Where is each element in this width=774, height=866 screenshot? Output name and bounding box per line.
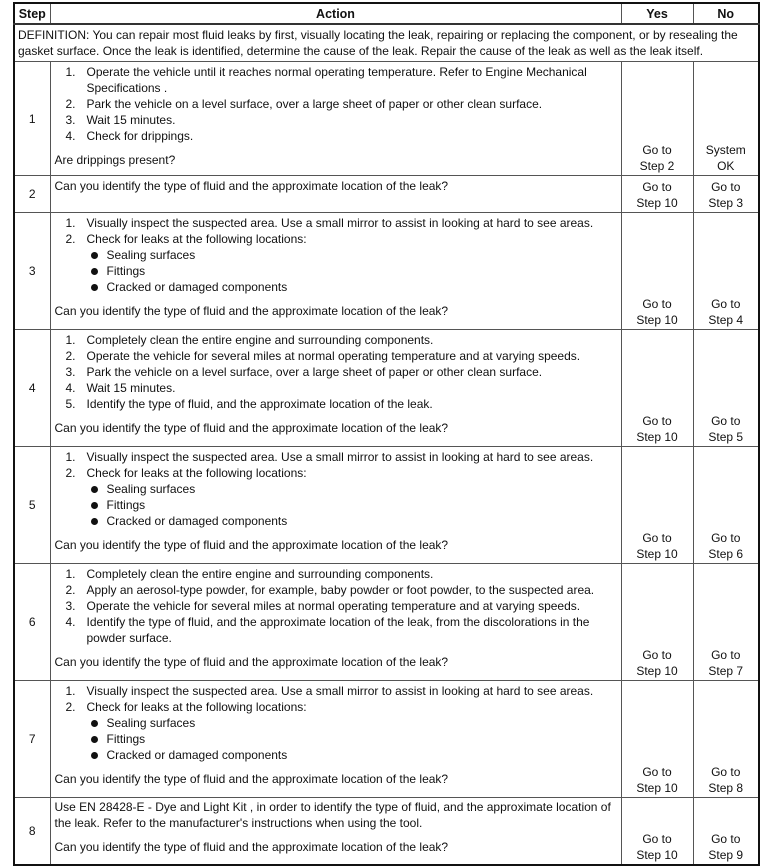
location-item-text: Fittings	[106, 498, 146, 512]
step-question: Can you identify the type of fluid and the approximate location of the leak?	[54, 538, 449, 552]
no-result-line2: Step 7	[708, 664, 744, 678]
bullet-icon	[91, 720, 98, 727]
step-question: Can you identify the type of fluid and the approximate location of the leak?	[54, 304, 449, 318]
action-item-text: Check for drippings.	[86, 129, 194, 143]
step-number: 7	[14, 681, 50, 798]
no-result-line1: Go to	[711, 414, 741, 428]
bullet-icon	[91, 736, 98, 743]
action-item	[55, 380, 617, 396]
yes-result-line1: Go to	[642, 531, 672, 545]
action-cell	[50, 213, 621, 330]
location-list	[55, 247, 617, 295]
action-list	[55, 332, 617, 412]
action-item-number: 4.	[65, 381, 76, 395]
action-item-number: 1.	[65, 567, 76, 581]
action-item-number: 2.	[65, 97, 76, 111]
step-row	[14, 564, 759, 681]
action-item-text: Check for leaks at the following locations:	[86, 466, 307, 480]
action-item-text: Park the vehicle on a level surface, over a large sheet of paper or other clean surface.	[86, 97, 543, 111]
action-item-text: Visually inspect the suspected area. Use a small mirror to assist in looking at hard to see areas.	[86, 216, 594, 230]
no-result-line2: Step 3	[708, 196, 744, 210]
action-item-number: 4.	[65, 615, 76, 629]
location-item-text: Cracked or damaged components	[106, 748, 288, 762]
action-item-number: 5.	[65, 397, 76, 411]
action-cell	[50, 176, 621, 213]
action-item-text: Operate the vehicle for several miles at normal operating temperature and at varying speeds.	[86, 349, 581, 363]
yes-result	[621, 330, 693, 447]
no-result-line1: Go to	[711, 531, 741, 545]
location-item-text: Sealing surfaces	[106, 716, 196, 730]
location-item	[55, 263, 617, 279]
location-item	[55, 497, 617, 513]
step-row	[14, 330, 759, 447]
action-item-text: Apply an aerosol-type powder, for example, baby powder or foot powder, to the suspected area.	[86, 583, 595, 597]
action-item	[55, 128, 617, 144]
action-list	[55, 566, 617, 646]
no-result-line2: Step 9	[708, 848, 744, 862]
step-question: Can you identify the type of fluid and the approximate location of the leak?	[54, 421, 449, 435]
step-row	[14, 447, 759, 564]
action-item	[55, 396, 617, 412]
action-item-text: Visually inspect the suspected area. Use a small mirror to assist in looking at hard to see areas.	[86, 450, 594, 464]
header-row	[14, 3, 759, 24]
yes-result	[621, 213, 693, 330]
yes-result	[621, 798, 693, 866]
yes-result-line2: Step 10	[636, 664, 678, 678]
definition-text: DEFINITION: You can repair most fluid leaks by first, visually locating the leak, repairing or replacing the component, or by resealing the gasket surface. Once the leak is identified, determine the cause of the leak. Repair the cause of the leak as well as the leak itself.	[14, 24, 759, 62]
location-item-text: Cracked or damaged components	[106, 514, 288, 528]
action-item	[55, 449, 617, 465]
step-number: 3	[14, 213, 50, 330]
no-result-line1: Go to	[711, 832, 741, 846]
action-item-number: 2.	[65, 700, 76, 714]
action-cell	[50, 330, 621, 447]
action-item	[55, 683, 617, 699]
action-item-number: 2.	[65, 232, 76, 246]
bullet-icon	[91, 252, 98, 259]
action-cell	[50, 681, 621, 798]
yes-result-line1: Go to	[642, 414, 672, 428]
no-result	[693, 798, 759, 866]
action-item	[55, 112, 617, 128]
action-item-number: 1.	[65, 450, 76, 464]
yes-result-line1: Go to	[642, 143, 672, 157]
action-cell	[50, 564, 621, 681]
location-item-text: Cracked or damaged components	[106, 280, 288, 294]
action-item-number: 3.	[65, 599, 76, 613]
location-item	[55, 247, 617, 263]
bullet-icon	[91, 284, 98, 291]
step-number: 5	[14, 447, 50, 564]
action-item-number: 3.	[65, 113, 76, 127]
no-result-line2: Step 4	[708, 313, 744, 327]
location-item	[55, 715, 617, 731]
action-item-text: Wait 15 minutes.	[86, 113, 176, 127]
yes-result-line1: Go to	[642, 180, 672, 194]
action-item-text: Identify the type of fluid, and the approximate location of the leak.	[86, 397, 433, 411]
action-item-number: 1.	[65, 216, 76, 230]
yes-result-line2: Step 10	[636, 848, 678, 862]
no-result	[693, 681, 759, 798]
bullet-icon	[91, 518, 98, 525]
action-item	[55, 566, 617, 582]
action-item-text: Completely clean the entire engine and surrounding components.	[86, 567, 434, 581]
no-result	[693, 330, 759, 447]
location-list	[55, 715, 617, 763]
action-cell	[50, 447, 621, 564]
action-item	[55, 582, 617, 598]
no-result-line1: Go to	[711, 765, 741, 779]
action-item	[55, 699, 617, 715]
no-result-line2: OK	[717, 159, 735, 173]
no-result-line2: Step 5	[708, 430, 744, 444]
location-item-text: Sealing surfaces	[106, 248, 196, 262]
action-item-number: 2.	[65, 349, 76, 363]
action-item-number: 1.	[65, 333, 76, 347]
yes-result-line2: Step 10	[636, 196, 678, 210]
diagnostic-table	[13, 2, 760, 866]
step-number: 6	[14, 564, 50, 681]
location-item	[55, 481, 617, 497]
header-yes: Yes	[621, 3, 693, 24]
action-item	[55, 465, 617, 481]
location-item-text: Sealing surfaces	[106, 482, 196, 496]
step-question: Can you identify the type of fluid and the approximate location of the leak?	[54, 840, 449, 854]
action-item-text: Visually inspect the suspected area. Use a small mirror to assist in looking at hard to see areas.	[86, 684, 594, 698]
yes-result	[621, 176, 693, 213]
action-item	[55, 348, 617, 364]
header-action: Action	[50, 3, 621, 24]
location-list	[55, 481, 617, 529]
header-step: Step	[14, 3, 50, 24]
action-item-number: 1.	[65, 684, 76, 698]
no-result	[693, 176, 759, 213]
yes-result-line2: Step 10	[636, 430, 678, 444]
step-row	[14, 176, 759, 213]
action-list	[55, 449, 617, 481]
no-result	[693, 213, 759, 330]
action-item-number: 4.	[65, 129, 76, 143]
no-result-line2: Step 8	[708, 781, 744, 795]
no-result	[693, 62, 759, 176]
action-item-text: Wait 15 minutes.	[86, 381, 176, 395]
step-question: Can you identify the type of fluid and the approximate location of the leak?	[54, 655, 449, 669]
step-question: Are drippings present?	[54, 153, 176, 167]
definition-row	[14, 24, 759, 62]
action-item	[55, 64, 617, 96]
no-result	[693, 447, 759, 564]
yes-result	[621, 447, 693, 564]
step-row	[14, 62, 759, 176]
action-list	[55, 215, 617, 247]
action-item	[55, 96, 617, 112]
no-result-line1: System	[705, 143, 746, 157]
location-item	[55, 279, 617, 295]
action-item	[55, 215, 617, 231]
yes-result-line1: Go to	[642, 765, 672, 779]
yes-result	[621, 681, 693, 798]
action-item	[55, 364, 617, 380]
action-item-number: 3.	[65, 365, 76, 379]
location-item-text: Fittings	[106, 732, 146, 746]
step-question: Can you identify the type of fluid and the approximate location of the leak?	[54, 179, 449, 193]
bullet-icon	[91, 502, 98, 509]
yes-result-line1: Go to	[642, 297, 672, 311]
action-item-text: Check for leaks at the following locations:	[86, 232, 307, 246]
location-item	[55, 731, 617, 747]
step-row	[14, 681, 759, 798]
step-row	[14, 798, 759, 866]
action-item	[55, 231, 617, 247]
no-result-line1: Go to	[711, 297, 741, 311]
yes-result-line2: Step 10	[636, 547, 678, 561]
action-item-number: 2.	[65, 466, 76, 480]
action-item-number: 2.	[65, 583, 76, 597]
no-result-line2: Step 6	[708, 547, 744, 561]
yes-result-line2: Step 10	[636, 313, 678, 327]
action-item-number: 1.	[65, 65, 76, 79]
bullet-icon	[91, 752, 98, 759]
action-item-text: Identify the type of fluid, and the approximate location of the leak, from the discolorations in the powder surface.	[86, 615, 590, 645]
yes-result-line1: Go to	[642, 832, 672, 846]
action-item-text: Operate the vehicle until it reaches normal operating temperature. Refer to Engine Mechanical Specifications .	[86, 65, 587, 95]
action-list	[55, 64, 617, 144]
no-result	[693, 564, 759, 681]
yes-result	[621, 62, 693, 176]
action-item-text: Check for leaks at the following locations:	[86, 700, 307, 714]
no-result-line1: Go to	[711, 648, 741, 662]
location-item	[55, 747, 617, 763]
step-number: 2	[14, 176, 50, 213]
step-number: 1	[14, 62, 50, 176]
location-item-text: Fittings	[106, 264, 146, 278]
action-item	[55, 614, 617, 646]
step-row	[14, 213, 759, 330]
action-text: Use EN 28428-E - Dye and Light Kit , in order to identify the type of fluid, and the approximate location of the leak. Refer to the manufacturer's instructions when using the tool.	[54, 800, 611, 830]
step-question: Can you identify the type of fluid and the approximate location of the leak?	[54, 772, 449, 786]
yes-result-line1: Go to	[642, 648, 672, 662]
bullet-icon	[91, 268, 98, 275]
action-list	[55, 683, 617, 715]
step-number: 8	[14, 798, 50, 866]
action-cell	[50, 62, 621, 176]
yes-result-line2: Step 2	[639, 159, 675, 173]
action-item	[55, 332, 617, 348]
location-item	[55, 513, 617, 529]
action-item-text: Operate the vehicle for several miles at normal operating temperature and at varying speeds.	[86, 599, 581, 613]
no-result-line1: Go to	[711, 180, 741, 194]
action-cell	[50, 798, 621, 866]
yes-result-line2: Step 10	[636, 781, 678, 795]
bullet-icon	[91, 486, 98, 493]
yes-result	[621, 564, 693, 681]
header-no: No	[693, 3, 759, 24]
step-number: 4	[14, 330, 50, 447]
action-item-text: Park the vehicle on a level surface, over a large sheet of paper or other clean surface.	[86, 365, 543, 379]
action-item	[55, 598, 617, 614]
action-item-text: Completely clean the entire engine and surrounding components.	[86, 333, 434, 347]
